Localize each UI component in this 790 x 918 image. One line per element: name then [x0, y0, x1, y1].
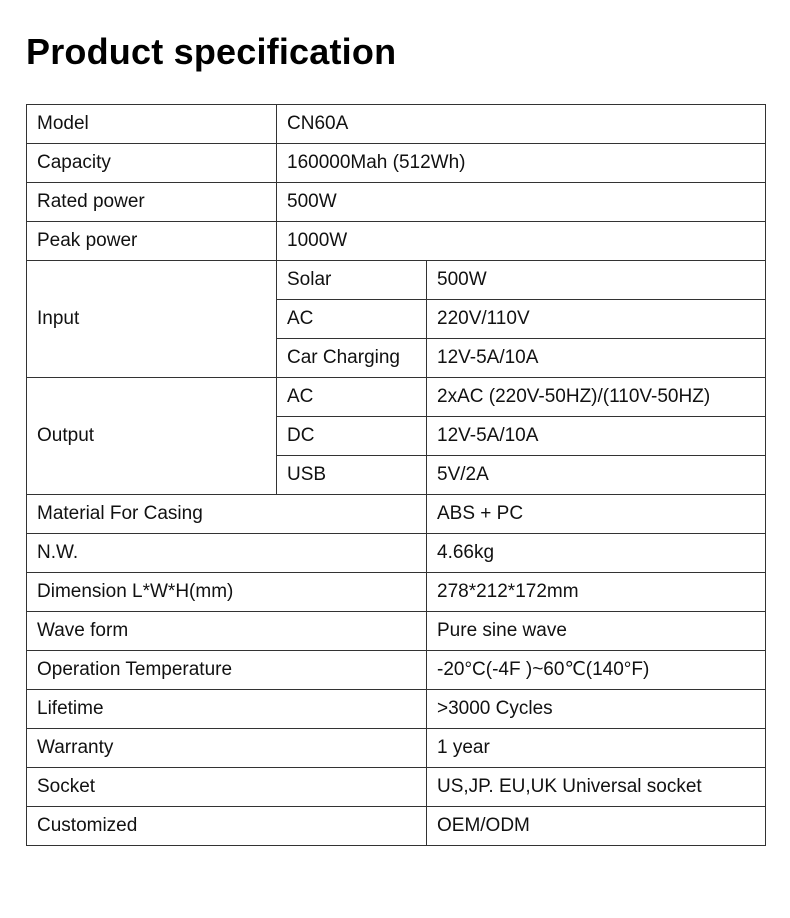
spec-value-wave-form: Pure sine wave: [427, 612, 766, 651]
spec-value-rated-power: 500W: [277, 183, 766, 222]
spec-value-lifetime: >3000 Cycles: [427, 690, 766, 729]
table-row: [27, 690, 766, 729]
spec-group-input: Input: [27, 261, 277, 378]
spec-label-capacity: Capacity: [27, 144, 277, 183]
table-row: [27, 144, 766, 183]
table-row: [27, 378, 766, 417]
spec-sublabel-usb: USB: [277, 456, 427, 495]
table-row: [27, 729, 766, 768]
spec-value-solar: 500W: [427, 261, 766, 300]
spec-value-operation-temperature: -20°C(-4F )~60℃(140°F): [427, 651, 766, 690]
spec-value-car-charging: 12V-5A/10A: [427, 339, 766, 378]
spec-value-dc: 12V-5A/10A: [427, 417, 766, 456]
spec-label-dimension: Dimension L*W*H(mm): [27, 573, 427, 612]
spec-label-operation-temperature: Operation Temperature: [27, 651, 427, 690]
spec-value-material: ABS + PC: [427, 495, 766, 534]
spec-value-capacity: 160000Mah (512Wh): [277, 144, 766, 183]
spec-sublabel-car-charging: Car Charging: [277, 339, 427, 378]
spec-value-net-weight: 4.66kg: [427, 534, 766, 573]
spec-label-peak-power: Peak power: [27, 222, 277, 261]
table-row: [27, 651, 766, 690]
spec-value-output-ac: 2xAC (220V-50HZ)/(110V-50HZ): [427, 378, 766, 417]
spec-value-model: CN60A: [277, 105, 766, 144]
table-row: [27, 105, 766, 144]
table-row: [27, 183, 766, 222]
spec-label-wave-form: Wave form: [27, 612, 427, 651]
spec-value-socket: US,JP. EU,UK Universal socket: [427, 768, 766, 807]
page-title: Product specification: [26, 31, 397, 72]
table-row: [27, 495, 766, 534]
spec-sublabel-dc: DC: [277, 417, 427, 456]
table-row: [27, 222, 766, 261]
spec-sublabel-solar: Solar: [277, 261, 427, 300]
spec-label-socket: Socket: [27, 768, 427, 807]
table-row: [27, 768, 766, 807]
spec-label-rated-power: Rated power: [27, 183, 277, 222]
spec-value-warranty: 1 year: [427, 729, 766, 768]
spec-value-input-ac: 220V/110V: [427, 300, 766, 339]
table-row: [27, 534, 766, 573]
spec-table: [26, 104, 766, 846]
spec-label-material: Material For Casing: [27, 495, 427, 534]
spec-label-customized: Customized: [27, 807, 427, 846]
table-row: [27, 612, 766, 651]
table-row: [27, 807, 766, 846]
spec-group-output: Output: [27, 378, 277, 495]
spec-label-lifetime: Lifetime: [27, 690, 427, 729]
spec-sublabel-output-ac: AC: [277, 378, 427, 417]
spec-label-net-weight: N.W.: [27, 534, 427, 573]
spec-value-customized: OEM/ODM: [427, 807, 766, 846]
spec-value-peak-power: 1000W: [277, 222, 766, 261]
table-row: [27, 261, 766, 300]
spec-label-warranty: Warranty: [27, 729, 427, 768]
spec-value-dimension: 278*212*172mm: [427, 573, 766, 612]
spec-label-model: Model: [27, 105, 277, 144]
spec-value-usb: 5V/2A: [427, 456, 766, 495]
spec-sublabel-input-ac: AC: [277, 300, 427, 339]
table-row: [27, 573, 766, 612]
